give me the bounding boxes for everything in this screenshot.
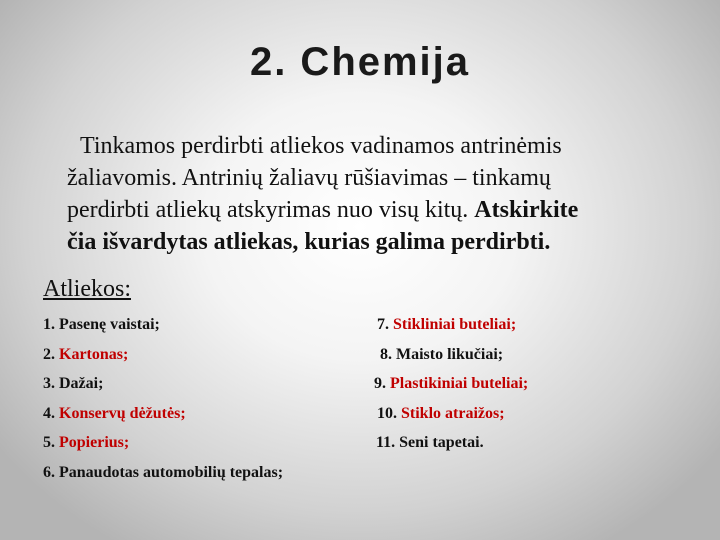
list-item-text: Popierius; bbox=[59, 434, 130, 451]
intro-line-2: žaliavomis. Antrinių žaliavų rūšiavimas – tinkamų bbox=[67, 165, 551, 191]
list-item bbox=[43, 369, 283, 399]
list-item-number: 8. bbox=[380, 345, 396, 363]
intro-line-3-bold: Atskirkite bbox=[474, 197, 579, 223]
list-item-number: 1. bbox=[43, 316, 59, 333]
list-item bbox=[374, 310, 528, 340]
list-item-text: Dažai; bbox=[59, 375, 104, 392]
waste-list-right bbox=[374, 310, 528, 458]
list-item-text: Panaudotas automobilių tepalas; bbox=[59, 463, 284, 481]
list-item bbox=[374, 369, 528, 399]
intro-line-3-plain: perdirbti atliekų atskyrimas nuo visų kitų. bbox=[67, 197, 475, 223]
waste-list-left bbox=[43, 310, 283, 487]
list-item-text: Plastikiniai buteliai; bbox=[390, 375, 529, 392]
list-item-number: 10. bbox=[377, 404, 401, 422]
list-item-text: Kartonas; bbox=[59, 345, 129, 363]
list-item-number: 3. bbox=[43, 375, 59, 392]
intro-line-4-bold: čia išvardytas atliekas, kurias galima perdirbti. bbox=[67, 229, 551, 255]
list-item bbox=[374, 399, 528, 429]
list-item-text: Pasenę vaistai; bbox=[59, 316, 160, 333]
slide-title: 2. Chemija bbox=[249, 40, 471, 84]
list-item-text: Maisto likučiai; bbox=[396, 345, 504, 363]
list-item bbox=[43, 399, 283, 429]
intro-paragraph bbox=[67, 130, 707, 258]
list-item-text: Stikliniai buteliai; bbox=[393, 316, 517, 333]
list-item bbox=[374, 428, 528, 458]
list-item-number: 2. bbox=[43, 345, 59, 363]
list-item-number: 4. bbox=[43, 404, 59, 422]
waste-heading: Atliekos: bbox=[43, 276, 131, 302]
list-item bbox=[43, 340, 283, 370]
intro-line-4 bbox=[67, 226, 707, 258]
intro-line-1: Tinkamos perdirbti atliekos vadinamos antrinėmis bbox=[80, 133, 562, 159]
intro-line-3 bbox=[67, 194, 707, 226]
list-item-number: 7. bbox=[377, 316, 393, 333]
list-item-number: 11. bbox=[376, 434, 400, 451]
list-item-number: 9. bbox=[374, 375, 390, 392]
list-item bbox=[43, 458, 283, 488]
list-item-number: 6. bbox=[43, 463, 59, 481]
list-item bbox=[43, 428, 283, 458]
list-item-text: Konservų dėžutės; bbox=[59, 404, 186, 422]
list-item-text: Seni tapetai. bbox=[399, 434, 484, 451]
list-item-text: Stiklo atraižos; bbox=[401, 404, 505, 422]
list-item-number: 5. bbox=[43, 434, 59, 451]
list-item bbox=[374, 340, 528, 370]
list-item bbox=[43, 310, 283, 340]
